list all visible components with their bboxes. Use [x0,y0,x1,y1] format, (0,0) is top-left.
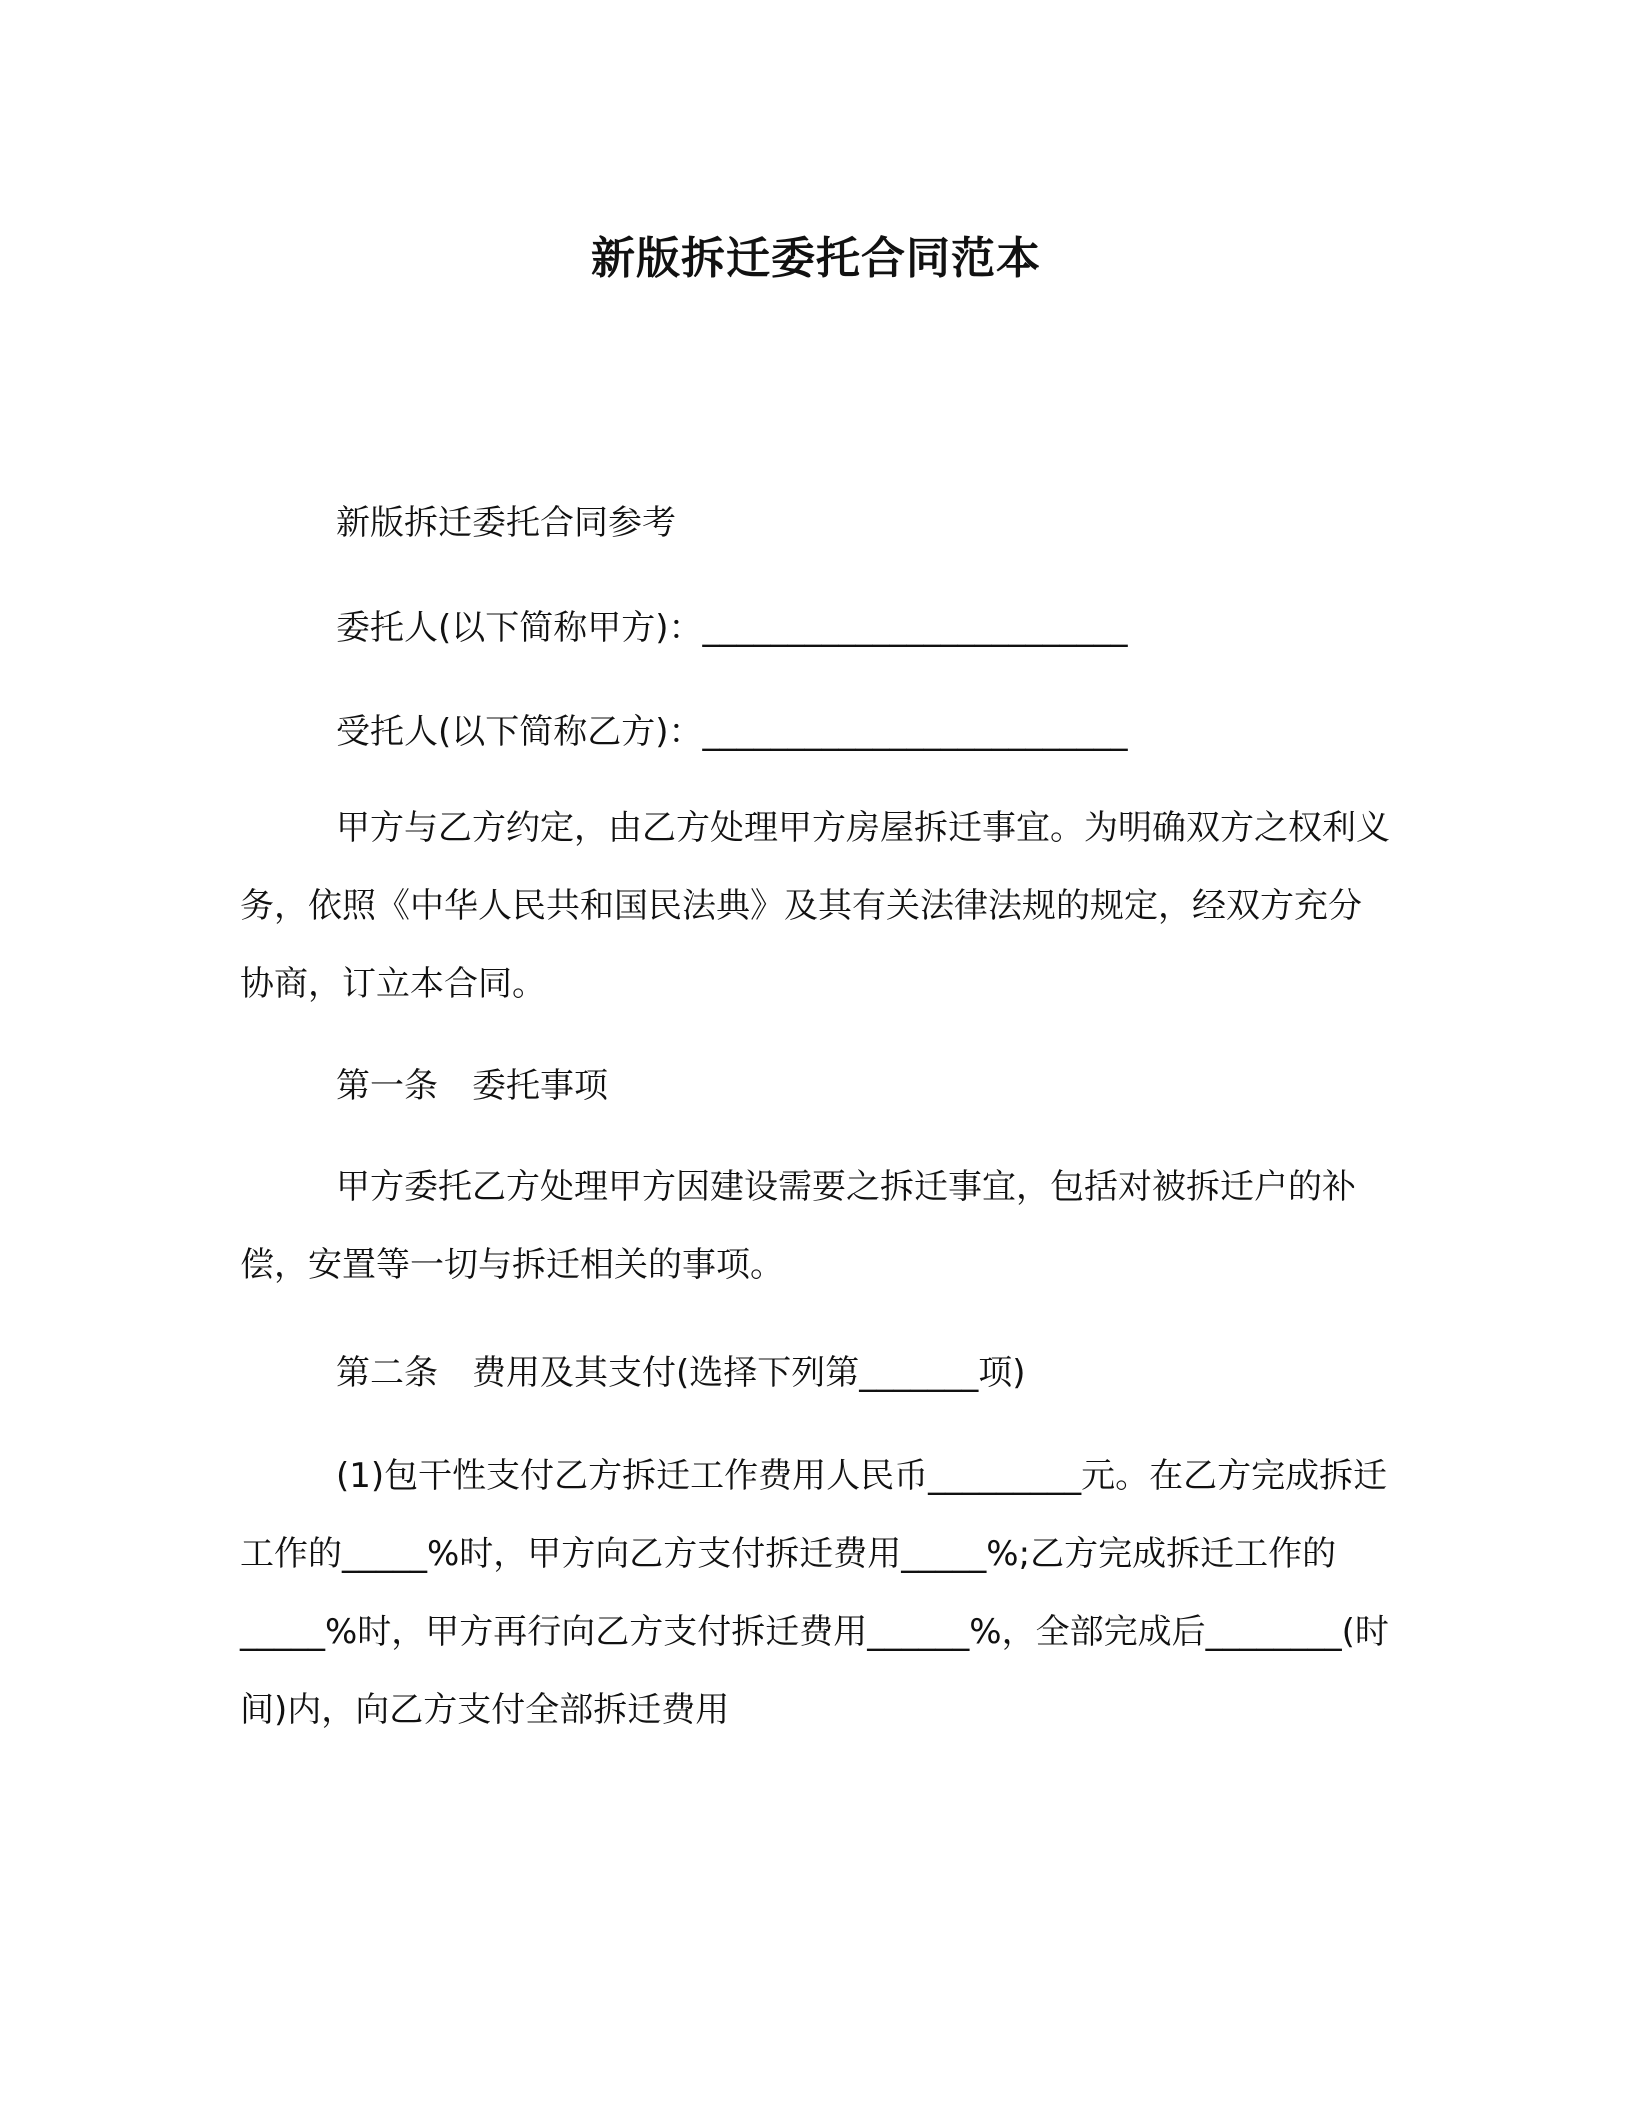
article2-heading: 第二条 费用及其支付(选择下列第_______项) [336,1353,1026,1393]
party-b-line: 受托人(以下简称乙方)：_________________________ [336,712,1128,752]
document-subtitle: 新版拆迁委托合同参考 [336,503,676,543]
party-a-line: 委托人(以下简称甲方)：_________________________ [336,608,1128,648]
document-title: 新版拆迁委托合同范本 [591,233,1041,284]
intro-paragraph: 甲方与乙方约定，由乙方处理甲方房屋拆迁事宜。为明确双方之权利义务，依照《中华人民共和国民法典》及其有关法律法规的规定，经双方充分协商，订立本合同。 [240,808,1390,1004]
article2-item1: (1)包干性支付乙方拆迁工作费用人民币_________元。在乙方完成拆迁工作的_____%时，甲方向乙方支付拆迁费用_____%;乙方完成拆迁工作的_____%时，甲方再行向乙方支付拆迁费用______%，全部完成后________(时间)内，向乙方支付全部拆迁费用 [240,1456,1389,1730]
article1-heading: 第一条 委托事项 [336,1066,608,1106]
article1-body: 甲方委托乙方处理甲方因建设需要之拆迁事宜，包括对被拆迁户的补偿，安置等一切与拆迁相关的事项。 [240,1167,1356,1285]
